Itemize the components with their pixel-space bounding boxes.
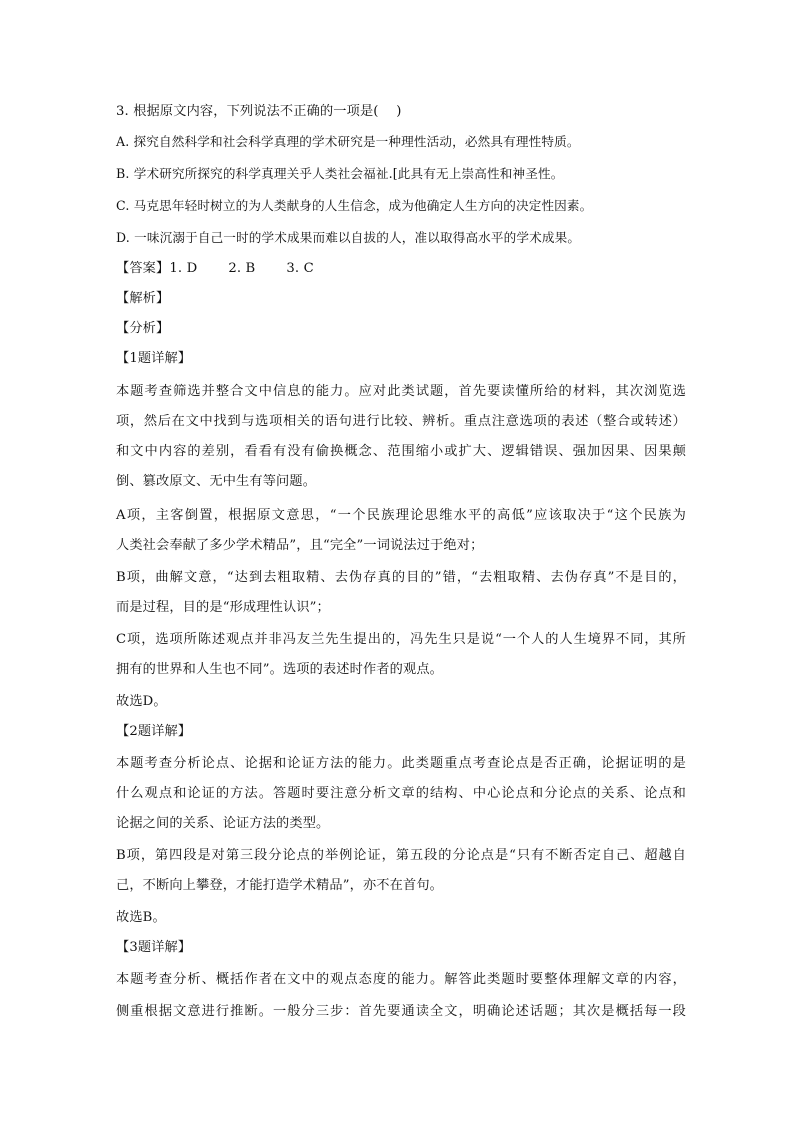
- q2-item-b-line: B项，第四段是对第三段分论点的举例论证，第五段的分论点是“只有不断否定自己、超越自: [116, 848, 686, 863]
- fenxi-heading: 【分析】: [116, 321, 170, 336]
- q3-para-line: 侧重根据文意进行推断。一般分三步：首先要通读全文，明确论述话题；其次是概括每一段: [116, 1004, 686, 1019]
- q1-heading: 【1题详解】: [116, 351, 192, 366]
- q1-para-line: 项，然后在文中找到与选项相关的语句进行比较、辨析。重点注意选项的表述（整合或转述）: [116, 414, 686, 429]
- q2-conclusion: 故选B。: [116, 910, 166, 925]
- answer-line: 【答案】1. D 2. B 3. C: [116, 261, 314, 276]
- q2-para-line: 本题考查分析论点、论据和论证方法的能力。此类题重点考查论点是否正确，论据证明的是: [116, 756, 686, 771]
- option-a: A. 探究自然科学和社会科学真理的学术研究是一种理性活动，必然具有理性特质。: [116, 134, 580, 149]
- q1-para-line: 本题考查筛选并整合文中信息的能力。应对此类试题，首先要读懂所给的材料，其次浏览选: [116, 384, 686, 399]
- q1-conclusion: 故选D。: [116, 694, 167, 709]
- analysis-heading: 【解析】: [116, 291, 170, 306]
- q3-para-line: 本题考查分析、概括作者在文中的观点态度的能力。解答此类题时要整体理解文章的内容，: [116, 972, 686, 987]
- q3-heading: 【3题详解】: [116, 940, 192, 955]
- option-d: D. 一味沉溺于自己一时的学术成果而难以自拔的人，准以取得高水平的学术成果。: [116, 230, 581, 245]
- q1-item-b-line: 而是过程，目的是“形成理性认识”；: [116, 600, 330, 615]
- q1-para-line: 倒、篡改原文、无中生有等问题。: [116, 474, 317, 489]
- option-b: B. 学术研究所探究的科学真理关乎人类社会福祉.[此具有无上崇高性和神圣性。: [116, 166, 564, 181]
- q1-item-c-line: C项，选项所陈述观点并非冯友兰先生提出的，冯先生只是说“一个人的人生境界不同，其所: [116, 632, 686, 647]
- question-3-stem: 3. 根据原文内容，下列说法不正确的一项是( ): [116, 104, 402, 119]
- q2-item-b-line: 己，不断向上攀登，才能打造学术精品”，亦不在首句。: [116, 878, 443, 893]
- q2-para-line: 什么观点和论证的方法。答题时要注意分析文章的结构、中心论点和分论点的关系、论点和: [116, 786, 686, 801]
- q1-para-line: 和文中内容的差别，看看有没有偷换概念、范围缩小或扩大、逻辑错误、强加因果、因果颠: [116, 444, 686, 459]
- q2-para-line: 论据之间的关系、论证方法的类型。: [116, 816, 330, 831]
- option-c: C. 马克思年轻时树立的为人类献身的人生信念，成为他确定人生方向的决定性因素。: [116, 198, 593, 213]
- q1-item-a-line: 人类社会奉献了多少学术精品”，且“完全”一词说法过于绝对；: [116, 538, 484, 553]
- q1-item-a-line: A项，主客倒置，根据原文意思，“一个民族理论思维水平的高低”应该取决于“这个民族为: [116, 508, 686, 523]
- q2-heading: 【2题详解】: [116, 724, 192, 739]
- q1-item-c-line: 拥有的世界和人生也不同”。选项的表述时作者的观点。: [116, 662, 443, 677]
- q1-item-b-line: B项，曲解文意，“达到去粗取精、去伪存真的目的”错，“去粗取精、去伪存真”不是目的，: [116, 570, 686, 585]
